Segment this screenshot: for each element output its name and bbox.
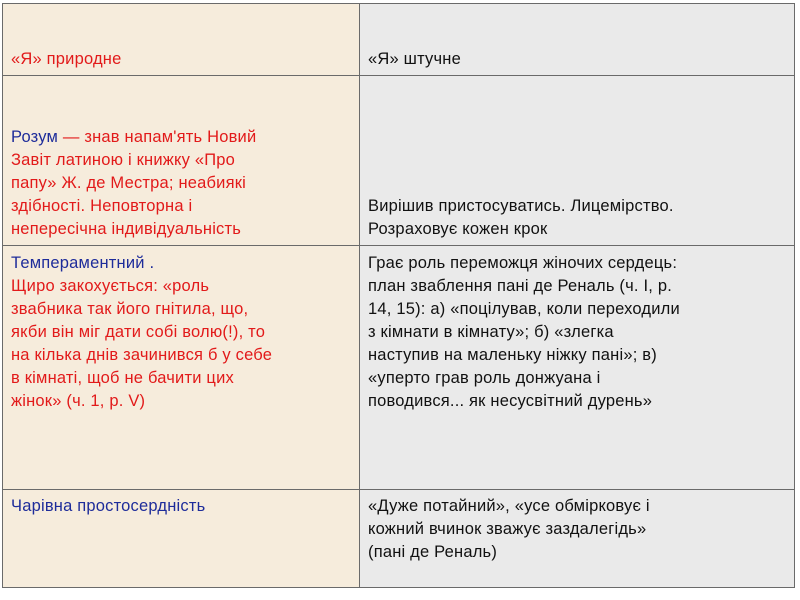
cell-mind-lead: Розум <box>11 128 59 146</box>
cell-secretive-line: (пані де Реналь) <box>368 543 498 561</box>
cell-mind <box>3 76 360 246</box>
cell-mind-rest: — знав напам'ять Новий <box>58 128 257 146</box>
cell-temperament-line: звабника так його гнітила, що, <box>11 300 249 318</box>
cell-seducer-role <box>360 246 795 490</box>
cell-seducer-line: Грає роль переможця жіночих сердець: <box>368 254 678 272</box>
cell-mind-line: Завіт латиною і книжку «Про <box>11 151 236 169</box>
header-natural-self-text: «Я» природне <box>11 50 122 68</box>
cell-temperament-line: в кімнаті, щоб не бачити цих <box>11 369 234 387</box>
cell-mind-line: папу» Ж. де Местра; неабиякі <box>11 174 247 192</box>
cell-temperament-lead: Темпераментний . <box>11 254 155 272</box>
table-row <box>3 76 795 246</box>
header-cell-natural-self <box>3 4 360 76</box>
cell-temperament <box>3 246 360 490</box>
cell-secretive <box>360 490 795 588</box>
cell-mind-line: непересічна індивідуальність <box>11 220 242 238</box>
cell-temperament-line: Щиро закохується: «роль <box>11 277 210 295</box>
header-cell-artificial-self <box>360 4 795 76</box>
cell-secretive-line: кожний вчинок зважує заздалегідь» <box>368 520 647 538</box>
cell-seducer-line: наступив на маленьку ніжку пані»; в) <box>368 346 657 364</box>
cell-temperament-line: жінок» (ч. 1, р. V) <box>11 392 146 410</box>
cell-seducer-line: з кімнати в кімнату»; б) «злегка <box>368 323 614 341</box>
table-header-row <box>3 4 795 76</box>
cell-temperament-line: якби він міг дати собі волю(!), то <box>11 323 266 341</box>
cell-temperament-line: на кілька днів зачинився б у себе <box>11 346 273 364</box>
cell-seducer-line: поводився... як несусвітний дурень» <box>368 392 653 410</box>
cell-secretive-line: «Дуже потайний», «усе обмірковує і <box>368 497 650 515</box>
table-row <box>3 246 795 490</box>
comparison-table <box>2 3 795 588</box>
cell-seducer-line: «уперто грав роль донжуана і <box>368 369 601 387</box>
cell-seducer-line: план зваблення пані де Реналь (ч. І, р. <box>368 277 673 295</box>
cell-adaptation-line: Розраховує кожен крок <box>368 220 548 238</box>
cell-adaptation <box>360 76 795 246</box>
cell-adaptation-line: Вирішив пристосуватись. Лицемірство. <box>368 197 674 215</box>
cell-simplicity <box>3 490 360 588</box>
cell-simplicity-lead: Чарівна простосердність <box>11 497 206 515</box>
slide <box>2 3 796 598</box>
cell-seducer-line: 14, 15): а) «поцілував, коли переходили <box>368 300 680 318</box>
cell-mind-line <box>11 126 351 149</box>
table-row <box>3 490 795 588</box>
header-artificial-self-text: «Я» штучне <box>368 50 461 68</box>
cell-mind-line: здібності. Неповторна і <box>11 197 193 215</box>
